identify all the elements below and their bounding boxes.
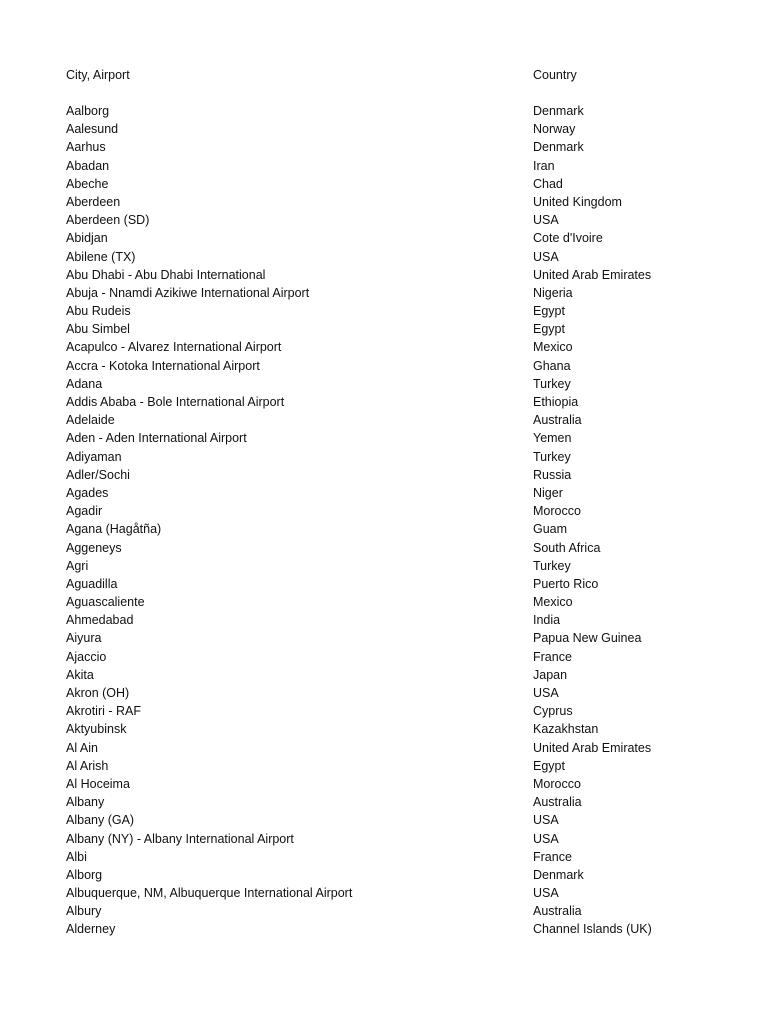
table-row — [66, 302, 706, 320]
table-row — [66, 757, 706, 775]
city-airport-cell: Accra - Kotoka International Airport — [66, 358, 260, 373]
country-cell: France — [533, 649, 572, 664]
table-row — [66, 611, 706, 629]
city-airport-cell: Adana — [66, 376, 103, 391]
city-airport-cell: Albany (NY) - Albany International Airport — [66, 831, 294, 846]
table-header — [66, 66, 706, 84]
country-cell: USA — [533, 686, 559, 700]
country-cell: Guam — [533, 522, 568, 537]
country-cell: Niger — [533, 485, 563, 500]
city-airport-cell: Abeche — [66, 176, 109, 191]
city-airport-cell: Akita — [66, 667, 94, 682]
table-row — [66, 902, 706, 920]
country-cell: France — [533, 849, 572, 864]
country-cell: Iran — [533, 158, 555, 173]
country-cell: Egypt — [533, 322, 565, 337]
city-airport-cell: Aberdeen — [66, 194, 121, 209]
country-cell: Egypt — [533, 758, 565, 773]
city-airport-cell: Abu Simbel — [66, 322, 130, 337]
city-airport-cell: Aguascaliente — [66, 595, 145, 610]
country-header: Country — [533, 68, 577, 82]
table-row — [66, 684, 706, 702]
city-airport-cell: Albi — [66, 849, 87, 864]
city-airport-cell: Acapulco - Alvarez International Airport — [66, 340, 282, 355]
country-cell: Norway — [533, 122, 576, 137]
city-airport-cell: Aarhus — [66, 140, 106, 155]
country-cell: Chad — [533, 176, 563, 191]
table-row — [66, 830, 706, 848]
country-cell: Japan — [533, 667, 568, 682]
country-cell: Channel Islands (UK) — [533, 922, 652, 937]
table-row — [66, 739, 706, 757]
country-cell: USA — [533, 813, 559, 828]
city-airport-cell: Al Hoceima — [66, 776, 130, 791]
city-airport-cell: Ajaccio — [66, 649, 107, 664]
city-airport-cell: Albany (GA) — [66, 813, 135, 828]
country-cell: United Arab Emirates — [533, 740, 652, 755]
table-row — [66, 266, 706, 284]
city-airport-cell: Albury — [66, 904, 102, 919]
city-airport-cell: Al Arish — [66, 758, 109, 773]
city-airport-cell: Adler/Sochi — [66, 467, 130, 482]
table-row — [66, 175, 706, 193]
country-cell: South Africa — [533, 540, 601, 555]
city-airport-cell: Akron (OH) — [66, 686, 130, 700]
city-airport-cell: Agri — [66, 558, 89, 573]
city-airport-cell: Abu Dhabi - Abu Dhabi International — [66, 267, 266, 282]
country-cell: Puerto Rico — [533, 576, 599, 591]
country-cell: Turkey — [533, 558, 571, 573]
airport-list — [66, 102, 706, 939]
country-cell: Denmark — [533, 104, 584, 118]
city-airport-cell: Agadir — [66, 504, 103, 519]
table-row — [66, 666, 706, 684]
city-airport-cell: Alborg — [66, 867, 103, 882]
table-row — [66, 702, 706, 720]
table-row — [66, 375, 706, 393]
country-cell: USA — [533, 831, 559, 846]
country-cell: Kazakhstan — [533, 722, 599, 737]
country-cell: Cote d'Ivoire — [533, 231, 603, 246]
city-airport-cell: Abilene (TX) — [66, 249, 136, 264]
city-airport-cell: Aden - Aden International Airport — [66, 431, 247, 446]
country-cell: Mexico — [533, 595, 573, 610]
table-row — [66, 248, 706, 266]
table-row — [66, 411, 706, 429]
table-row — [66, 811, 706, 829]
city-airport-cell: Aktyubinsk — [66, 722, 127, 737]
table-row — [66, 502, 706, 520]
city-airport-cell: Agades — [66, 485, 109, 500]
city-airport-cell: Abidjan — [66, 231, 108, 246]
table-row — [66, 429, 706, 447]
country-cell: Russia — [533, 467, 572, 482]
city-airport-cell: Abadan — [66, 158, 110, 173]
country-cell: Ghana — [533, 358, 571, 373]
city-airport-cell: Aalborg — [66, 104, 110, 118]
table-row — [66, 557, 706, 575]
country-cell: Denmark — [533, 140, 584, 155]
country-cell: India — [533, 613, 561, 628]
table-row — [66, 102, 706, 120]
city-airport-cell: Aberdeen (SD) — [66, 213, 150, 228]
table-row — [66, 338, 706, 356]
table-row — [66, 793, 706, 811]
city-airport-cell: Adiyaman — [66, 449, 122, 464]
table-row — [66, 539, 706, 557]
country-cell: Cyprus — [533, 704, 573, 719]
country-cell: Turkey — [533, 376, 571, 391]
table-row — [66, 466, 706, 484]
table-row — [66, 357, 706, 375]
city-airport-header: City, Airport — [66, 68, 130, 82]
city-airport-cell: Aguadilla — [66, 576, 118, 591]
country-cell: Australia — [533, 413, 582, 428]
city-airport-cell: Alderney — [66, 922, 116, 937]
country-cell: Morocco — [533, 504, 581, 519]
city-airport-cell: Adelaide — [66, 413, 115, 428]
table-row — [66, 920, 706, 938]
city-airport-cell: Addis Ababa - Bole International Airport — [66, 395, 285, 409]
country-cell: Morocco — [533, 776, 581, 791]
city-airport-cell: Ahmedabad — [66, 613, 134, 628]
table-row — [66, 593, 706, 611]
table-row — [66, 193, 706, 211]
country-cell: Egypt — [533, 304, 565, 319]
country-cell: Papua New Guinea — [533, 631, 642, 646]
table-row — [66, 138, 706, 156]
table-row — [66, 648, 706, 666]
city-airport-cell: Agana (Hagåtña) — [66, 522, 162, 537]
table-row — [66, 484, 706, 502]
city-airport-cell: Albuquerque, NM, Albuquerque International Airport — [66, 886, 353, 901]
country-cell: United Arab Emirates — [533, 267, 652, 282]
city-airport-cell: Aggeneys — [66, 540, 122, 555]
country-cell: Turkey — [533, 449, 571, 464]
table-row — [66, 320, 706, 338]
country-cell: Mexico — [533, 340, 573, 355]
table-row — [66, 284, 706, 302]
country-cell: Australia — [533, 904, 582, 919]
country-cell: Ethiopia — [533, 395, 579, 409]
table-row — [66, 866, 706, 884]
table-row — [66, 448, 706, 466]
table-row — [66, 848, 706, 866]
table-row — [66, 120, 706, 138]
country-cell: USA — [533, 249, 559, 264]
city-airport-cell: Albany — [66, 795, 105, 810]
city-airport-cell: Aalesund — [66, 122, 119, 137]
table-row — [66, 157, 706, 175]
city-airport-cell: Abuja - Nnamdi Azikiwe International Airport — [66, 285, 310, 300]
table-row — [66, 629, 706, 647]
country-cell: USA — [533, 886, 559, 901]
table-row — [66, 520, 706, 538]
country-cell: Denmark — [533, 867, 584, 882]
table-row — [66, 229, 706, 247]
table-row — [66, 211, 706, 229]
city-airport-cell: Aiyura — [66, 631, 102, 646]
country-cell: Yemen — [533, 431, 572, 446]
country-cell: United Kingdom — [533, 194, 622, 209]
city-airport-cell: Akrotiri - RAF — [66, 704, 141, 719]
city-airport-cell: Al Ain — [66, 740, 98, 755]
country-cell: USA — [533, 213, 559, 228]
city-airport-cell: Abu Rudeis — [66, 304, 131, 319]
table-row — [66, 720, 706, 738]
table-row — [66, 884, 706, 902]
country-cell: Nigeria — [533, 285, 573, 300]
table-row — [66, 575, 706, 593]
country-cell: Australia — [533, 795, 582, 810]
table-row — [66, 775, 706, 793]
table-row — [66, 393, 706, 411]
